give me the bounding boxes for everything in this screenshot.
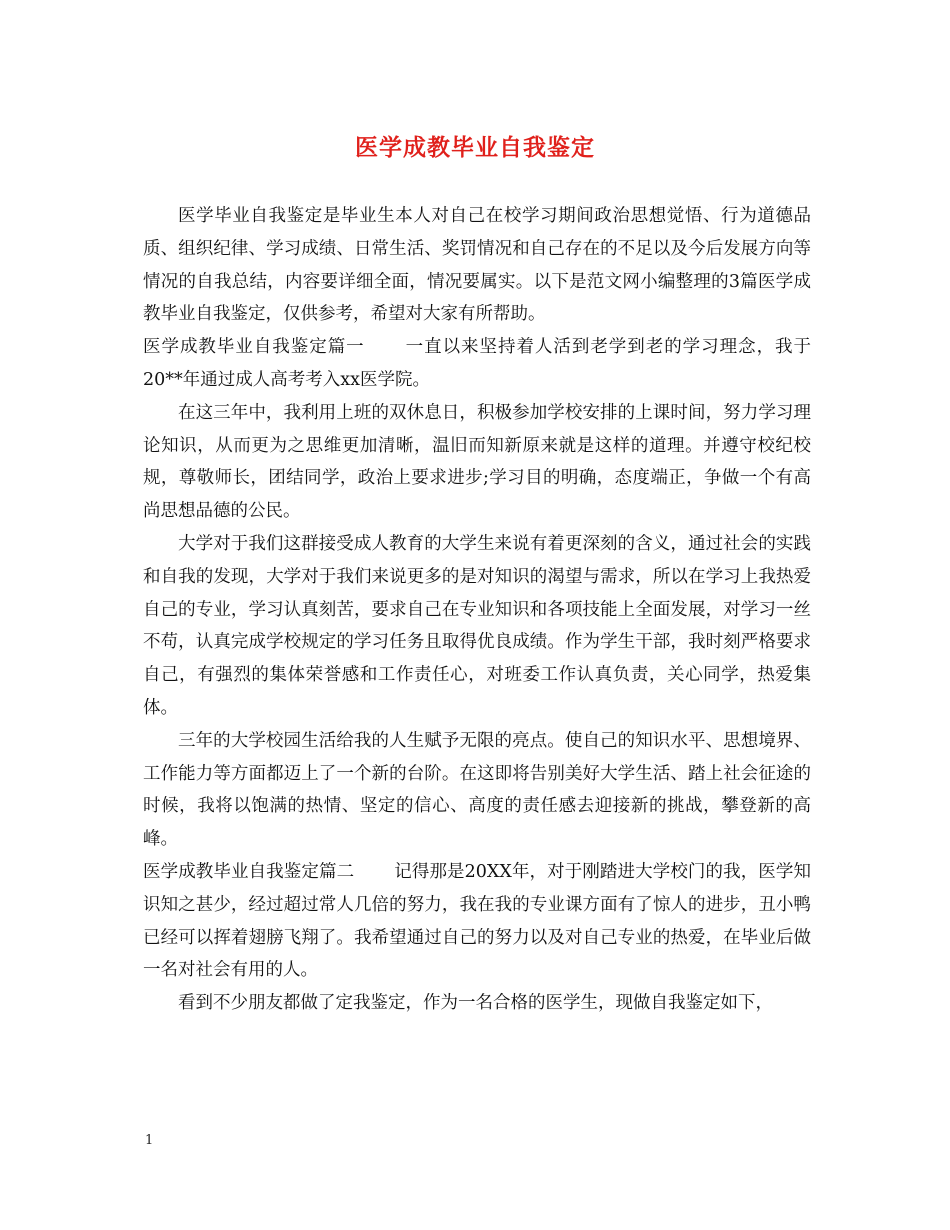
document-body [143,200,811,1020]
paragraph-intro: 医学毕业自我鉴定是毕业生本人对自己在校学习期间政治思想觉悟、行为道德品质、组织纪律、学习成绩、日常生活、奖罚情况和自己存在的不足以及今后发展方向等情况的自我总结，内容要详细全面，情况要属实。以下是范文网小编整理的3篇医学成教毕业自我鉴定，仅供参考，希望对大家有所帮助。 [143,206,811,325]
paragraph-part-two-text: 记得那是20XX年，对于刚踏进大学校门的我，医学知识知之甚少，经过超过常人几倍的努力，我在我的专业课方面有了惊人的进步，丑小鸭已经可以挥着翅膀飞翔了。我希望通过自己的努力以及对自己专业的热爱，在毕业后做一名对社会有用的人。 [143,861,811,981]
paragraph-part-one-text: 一直以来坚持着人活到老学到老的学习理念，我于20**年通过成人高考考入xx医学院。 [143,337,812,390]
page-number: 1 [145,1133,154,1148]
document-title: 医学成教毕业自我鉴定 [355,134,595,161]
section-heading-part-two: 医学成教毕业自我鉴定篇二 [143,861,355,882]
paragraph-self-appraisal: 看到不少朋友都做了定我鉴定，作为一名合格的医学生，现做自我鉴定如下， [178,993,773,1014]
paragraph-three-years: 在这三年中，我利用上班的双休息日，积极参加学校安排的上课时间，努力学习理论知识，从而更为之思维更加清晰，温旧而知新原来就是这样的道理。并遵守校纪校规，尊敬师长，团结同学，政治上要求进步;学习目的明确，态度端正，争做一个有高尚思想品德的公民。 [143,402,811,522]
section-heading-part-one: 医学成教毕业自我鉴定篇一 [143,337,365,358]
paragraph-campus-life: 三年的大学校园生活给我的人生赋予无限的亮点。使自己的知识水平、思想境界、工作能力等方面都迈上了一个新的台阶。在这即将告别美好大学生活、踏上社会征途的时候，我将以饱满的热情、坚定的信心、高度的责任感去迎接新的挑战，攀登新的高峰。 [143,730,811,850]
paragraph-part-one-intro [143,331,811,397]
paragraph-university-meaning: 大学对于我们这群接受成人教育的大学生来说有着更深刻的含义，通过社会的实践和自我的发现，大学对于我们来说更多的是对知识的渴望与需求，所以在学习上我热爱自己的专业，学习认真刻苦，要求自己在专业知识和各项技能上全面发展，对学习一丝不苟，认真完成学校规定的学习任务且取得优良成绩。作为学生干部，我时刻严格要求自己，有强烈的集体荣誉感和工作责任心，对班委工作认真负责，关心同学，热爱集体。 [143,533,811,718]
paragraph-part-two-intro [143,856,811,987]
